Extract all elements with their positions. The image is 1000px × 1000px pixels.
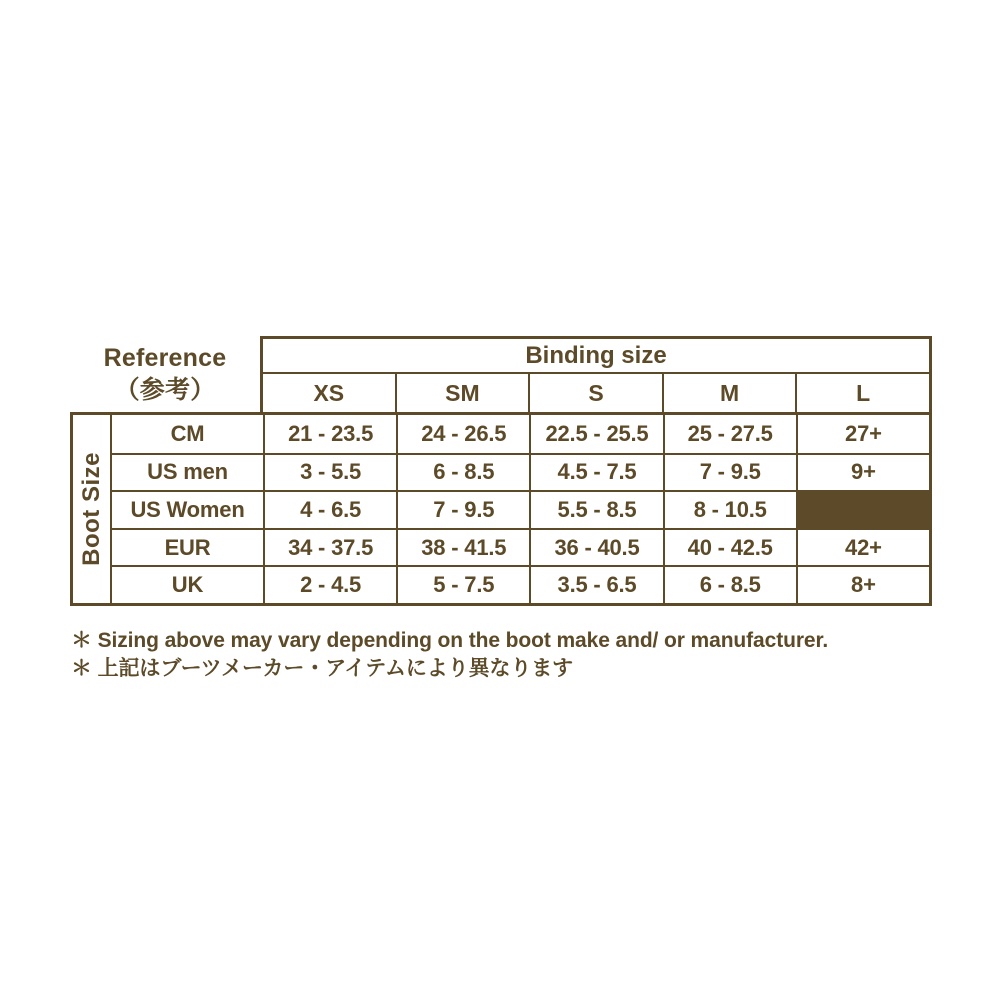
column-header-l: L xyxy=(795,374,929,412)
boot-size-label-text: Boot Size xyxy=(77,452,105,566)
cell-uk-s: 3.5 - 6.5 xyxy=(529,565,662,603)
row-label-uk: UK xyxy=(110,565,263,603)
cell-us-men-xs: 3 - 5.5 xyxy=(263,453,396,491)
row-label-us-women: US Women xyxy=(110,490,263,528)
cell-cm-s: 22.5 - 25.5 xyxy=(529,415,662,453)
cell-us-women-l-filled xyxy=(796,490,929,528)
reference-label xyxy=(70,336,260,412)
footnotes xyxy=(71,627,828,683)
column-header-xs: XS xyxy=(313,379,345,406)
column-header-sm: SM xyxy=(395,374,529,412)
cell-us-women-m: 8 - 10.5 xyxy=(663,490,796,528)
cell-uk-m: 6 - 8.5 xyxy=(663,565,796,603)
cell-eur-sm: 38 - 41.5 xyxy=(396,528,529,566)
size-column-headers xyxy=(263,374,929,412)
cell-cm-l: 27+ xyxy=(796,415,929,453)
column-header-s: S xyxy=(528,374,662,412)
cell-eur-l: 42+ xyxy=(796,528,929,566)
footnote-jp: ＊ 上記はブーツメーカー・アイテムにより異なります xyxy=(71,657,574,680)
reference-label-jp: （参考） xyxy=(114,376,216,404)
cell-cm-m: 25 - 27.5 xyxy=(663,415,796,453)
cell-cm-sm: 24 - 26.5 xyxy=(396,415,529,453)
boot-size-table xyxy=(70,412,932,606)
footnote-en: ＊ Sizing above may vary depending on the boot make and/ or manufacturer. xyxy=(71,629,829,652)
binding-size-chart xyxy=(70,336,932,606)
cell-uk-l: 8+ xyxy=(796,565,929,603)
cell-cm-xs: 21 - 23.5 xyxy=(263,415,396,453)
cell-eur-m: 40 - 42.5 xyxy=(663,528,796,566)
binding-size-title: Binding size xyxy=(263,339,929,374)
cell-us-women-sm: 7 - 9.5 xyxy=(396,490,529,528)
cell-uk-xs: 2 - 4.5 xyxy=(263,565,396,603)
cell-us-women-s: 5.5 - 8.5 xyxy=(529,490,662,528)
column-header-m: M xyxy=(662,374,796,412)
cell-us-men-m: 7 - 9.5 xyxy=(663,453,796,491)
cell-eur-s: 36 - 40.5 xyxy=(529,528,662,566)
boot-size-group-label xyxy=(73,415,110,603)
row-label-cm: CM xyxy=(110,415,263,453)
cell-us-women-xs: 4 - 6.5 xyxy=(263,490,396,528)
chart-header xyxy=(70,336,932,412)
cell-eur-xs: 34 - 37.5 xyxy=(263,528,396,566)
row-label-us-men: US men xyxy=(110,453,263,491)
cell-us-men-l: 9+ xyxy=(796,453,929,491)
reference-label-en: Reference xyxy=(103,344,227,372)
binding-size-header xyxy=(260,336,932,412)
cell-us-men-s: 4.5 - 7.5 xyxy=(529,453,662,491)
cell-uk-sm: 5 - 7.5 xyxy=(396,565,529,603)
cell-us-men-sm: 6 - 8.5 xyxy=(396,453,529,491)
row-label-eur: EUR xyxy=(110,528,263,566)
